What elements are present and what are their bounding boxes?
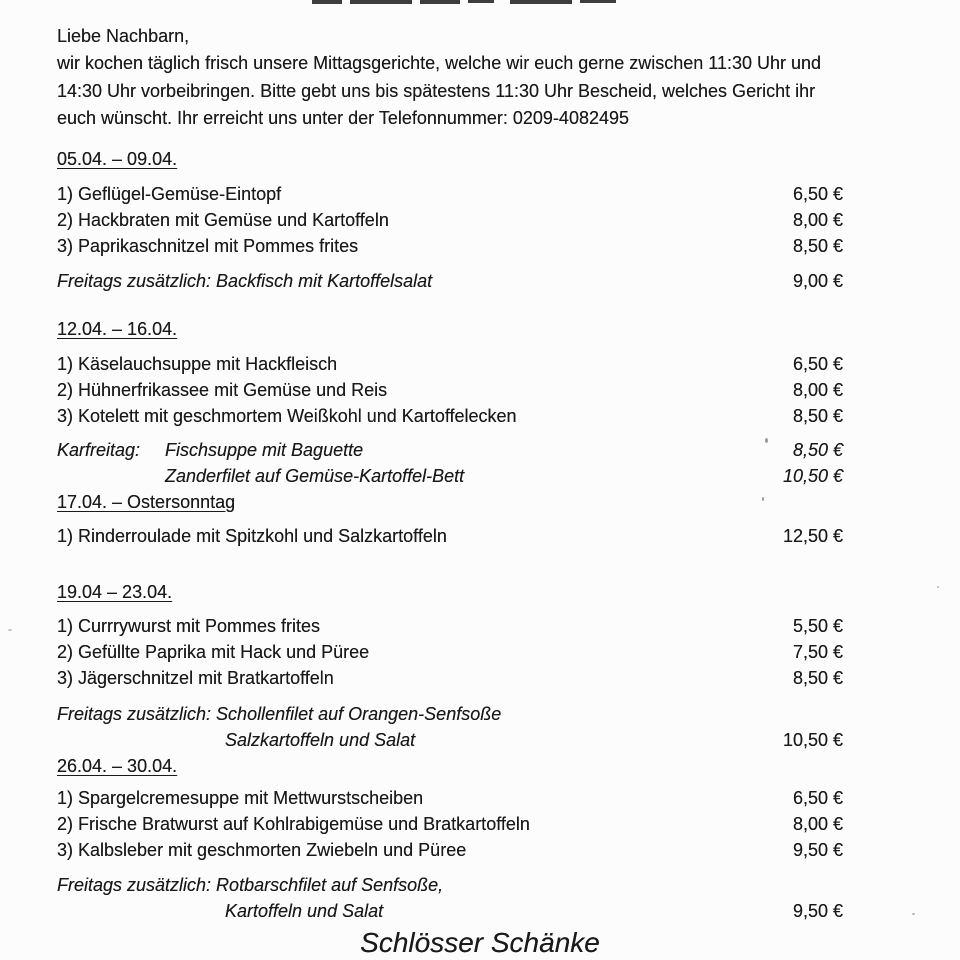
week-header: 12.04. – 16.04. bbox=[57, 318, 178, 339]
dish-price: 8,50 € bbox=[792, 405, 843, 426]
dish-name: 1) Rinderroulade mit Spitzkohl und Salzkartoffeln bbox=[57, 525, 447, 546]
dish-price: 7,50 € bbox=[792, 641, 843, 662]
menu-item bbox=[57, 785, 843, 811]
special-price: 9,00 € bbox=[792, 270, 843, 291]
menu-item bbox=[57, 233, 843, 259]
dish-price: 10,50 € bbox=[782, 465, 843, 486]
dish-name: 2) Hackbraten mit Gemüse und Kartoffeln bbox=[57, 209, 389, 230]
dish-price: 9,50 € bbox=[792, 839, 843, 860]
week-header: 05.04. – 09.04. bbox=[57, 148, 178, 169]
dish-name: 3) Kalbsleber mit geschmorten Zwiebeln und Püree bbox=[57, 839, 467, 860]
intro-line: 14:30 Uhr vorbeibringen. Bitte gebt uns bis spätestens 11:30 Uhr Bescheid, welches Gericht ihr bbox=[57, 80, 816, 101]
friday-special bbox=[57, 872, 843, 924]
dish-name: 3) Jägerschnitzel mit Bratkartoffeln bbox=[57, 667, 334, 688]
dish-name: 3) Paprikaschnitzel mit Pommes frites bbox=[57, 235, 359, 256]
menu-item bbox=[57, 403, 843, 429]
karfreitag-block bbox=[57, 437, 843, 489]
dish-price: 6,50 € bbox=[792, 353, 843, 374]
karfreitag-item bbox=[57, 463, 843, 489]
special-continuation bbox=[57, 898, 843, 924]
friday-special bbox=[57, 268, 843, 294]
dish-price: 12,50 € bbox=[782, 525, 843, 546]
indent-spacer bbox=[57, 727, 225, 753]
dish-price: 5,50 € bbox=[792, 615, 843, 636]
special-price: 9,50 € bbox=[792, 900, 843, 921]
special-text: Freitags zusätzlich: Rotbarschfilet auf Senfsoße, bbox=[57, 874, 444, 895]
dish-price: 8,00 € bbox=[792, 379, 843, 400]
menu-item bbox=[57, 351, 843, 377]
special-text: Freitags zusätzlich: Backfisch mit Kartoffelsalat bbox=[57, 270, 433, 291]
menu-items bbox=[57, 785, 843, 863]
scan-speck bbox=[912, 913, 915, 915]
menu-item bbox=[57, 811, 843, 837]
intro-line: wir kochen täglich frisch unsere Mittagsgerichte, welche wir euch gerne zwischen 11:30 Uhr und bbox=[57, 53, 822, 73]
dish-name: 1) Spargelcremesuppe mit Mettwurstscheiben bbox=[57, 787, 424, 808]
dish-name: 3) Kotelett mit geschmortem Weißkohl und Kartoffelecken bbox=[57, 405, 517, 426]
dish-price: 8,00 € bbox=[792, 209, 843, 230]
dish-price: 6,50 € bbox=[792, 183, 843, 204]
special-text: Freitags zusätzlich: Schollenfilet auf Orangen-Senfsoße bbox=[57, 703, 502, 724]
menu-items bbox=[57, 523, 843, 549]
menu-item bbox=[57, 377, 843, 403]
menu-items bbox=[57, 181, 843, 259]
week-header: 17.04. – Ostersonntag bbox=[57, 491, 236, 512]
dish-price: 6,50 € bbox=[792, 787, 843, 808]
special-continuation bbox=[57, 727, 843, 753]
dish-name: 2) Gefüllte Paprika mit Hack und Püree bbox=[57, 641, 370, 662]
dish-name: Zanderfilet auf Gemüse-Kartoffel-Bett bbox=[165, 465, 465, 486]
dish-name: 1) Currrywurst mit Pommes frites bbox=[57, 615, 321, 636]
scan-speck bbox=[8, 629, 12, 631]
dish-price: 8,00 € bbox=[792, 813, 843, 834]
intro-line: euch wünscht. Ihr erreicht uns unter der Telefonnummer: 0209-4082495 bbox=[57, 108, 630, 128]
menu-item bbox=[57, 665, 843, 691]
dish-name: 1) Käselauchsuppe mit Hackfleisch bbox=[57, 353, 338, 374]
indent-spacer bbox=[57, 898, 225, 924]
special-text: Kartoffeln und Salat bbox=[225, 900, 384, 921]
special-text: Salzkartoffeln und Salat bbox=[225, 729, 416, 750]
letter-body bbox=[57, 0, 843, 924]
dish-name: 1) Geflügel-Gemüse-Eintopf bbox=[57, 183, 282, 204]
karfreitag-label-spacer bbox=[57, 463, 165, 489]
menu-item bbox=[57, 639, 843, 665]
menu-item bbox=[57, 181, 843, 207]
menu-items bbox=[57, 613, 843, 691]
special-price: 10,50 € bbox=[782, 729, 843, 750]
menu-item bbox=[57, 523, 843, 549]
menu-item bbox=[57, 837, 843, 863]
week-header: 26.04. – 30.04. bbox=[57, 755, 178, 776]
dish-name: 2) Hühnerfrikassee mit Gemüse und Reis bbox=[57, 379, 388, 400]
dish-name: Fischsuppe mit Baguette bbox=[165, 439, 364, 460]
friday-special bbox=[57, 701, 843, 753]
menu-item bbox=[57, 207, 843, 233]
dish-price: 8,50 € bbox=[792, 667, 843, 688]
dish-price: 8,50 € bbox=[792, 439, 843, 460]
scan-speck bbox=[937, 586, 939, 588]
menu-items bbox=[57, 351, 843, 429]
dish-name: 2) Frische Bratwurst auf Kohlrabigemüse und Bratkartoffeln bbox=[57, 813, 530, 834]
dish-price: 8,50 € bbox=[792, 235, 843, 256]
menu-item bbox=[57, 613, 843, 639]
restaurant-name: Schlösser Schänke bbox=[360, 927, 600, 958]
greeting: Liebe Nachbarn, bbox=[57, 26, 190, 46]
karfreitag-item bbox=[57, 437, 843, 463]
karfreitag-label: Karfreitag: bbox=[57, 439, 141, 460]
week-header: 19.04 – 23.04. bbox=[57, 581, 173, 602]
